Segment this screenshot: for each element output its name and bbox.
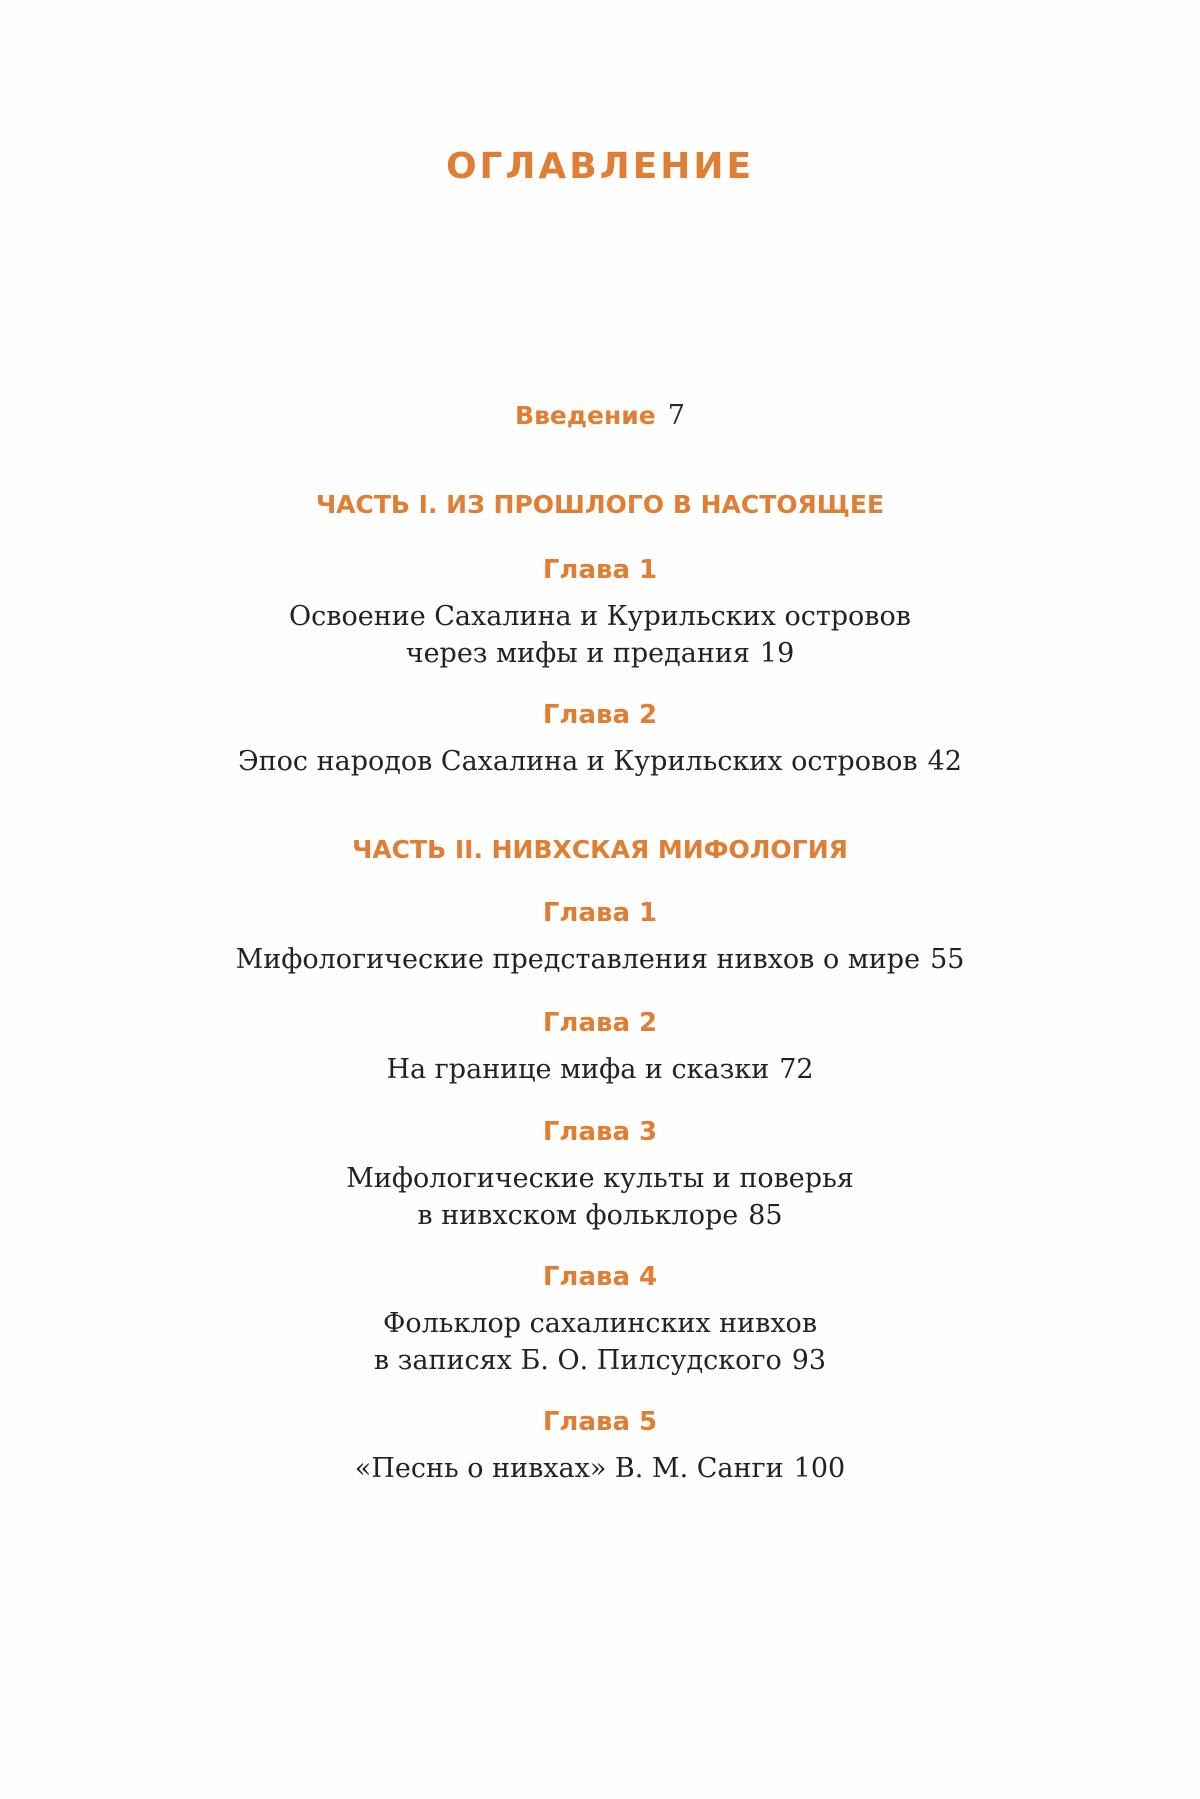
entry-line: Мифологические представления нивхов о мире xyxy=(235,944,921,975)
page-number: 42 xyxy=(927,746,962,777)
intro-label: Введение xyxy=(515,401,656,430)
page-number: 19 xyxy=(759,638,795,669)
entry-line: Фольклор сахалинских нивхов xyxy=(382,1308,818,1339)
part-2-chapter-5-label[interactable]: Глава 5 xyxy=(542,1407,658,1437)
entry-line: Освоение Сахалина и Курильских островов xyxy=(289,601,911,632)
part-2-chapter-3-label[interactable]: Глава 3 xyxy=(542,1117,658,1147)
part-2-chapter-5-entry[interactable] xyxy=(0,1450,1200,1487)
entry-line: через мифы и предания xyxy=(405,638,750,669)
part-1-chapter-2-label[interactable]: Глава 2 xyxy=(542,700,658,730)
page-number: 72 xyxy=(779,1054,814,1085)
intro-page-number: 7 xyxy=(667,400,685,431)
page-number: 55 xyxy=(930,944,965,975)
part-2-chapter-2-label[interactable]: Глава 2 xyxy=(542,1008,658,1038)
entry-line: «Песнь о нивхах» В. М. Санги xyxy=(354,1453,784,1484)
entry-line: На границе мифа и сказки xyxy=(386,1054,770,1085)
part-2-chapter-4-entry[interactable] xyxy=(0,1305,1200,1379)
part-1-chapter-1-entry[interactable] xyxy=(0,598,1200,672)
page-number: 93 xyxy=(791,1345,827,1376)
part-1-heading[interactable]: ЧАСТЬ I. ИЗ ПРОШЛОГО В НАСТОЯЩЕЕ xyxy=(315,490,885,519)
part-2-chapter-4-label[interactable]: Глава 4 xyxy=(542,1262,658,1292)
entry-line: в нивхском фольклоре xyxy=(417,1200,739,1231)
page-number: 100 xyxy=(793,1453,846,1484)
entry-line: в записях Б. О. Пилсудского xyxy=(373,1345,782,1376)
entry-line: Мифологические культы и поверья xyxy=(346,1163,854,1194)
part-2-chapter-2-entry[interactable] xyxy=(0,1051,1200,1088)
part-2-chapter-1-label[interactable]: Глава 1 xyxy=(542,898,658,928)
toc-intro-entry[interactable] xyxy=(0,400,1200,431)
part-1-chapter-1-label[interactable]: Глава 1 xyxy=(542,555,658,585)
part-2-chapter-3-entry[interactable] xyxy=(0,1160,1200,1234)
part-1-chapter-2-entry[interactable] xyxy=(0,743,1200,780)
toc-title: ОГЛАВЛЕНИЕ xyxy=(445,146,755,187)
entry-line: Эпос народов Сахалина и Курильских островов xyxy=(238,746,918,777)
part-2-chapter-1-entry[interactable] xyxy=(0,941,1200,978)
part-2-heading[interactable]: ЧАСТЬ II. НИВХСКАЯ МИФОЛОГИЯ xyxy=(352,835,848,864)
page-number: 85 xyxy=(748,1200,783,1231)
